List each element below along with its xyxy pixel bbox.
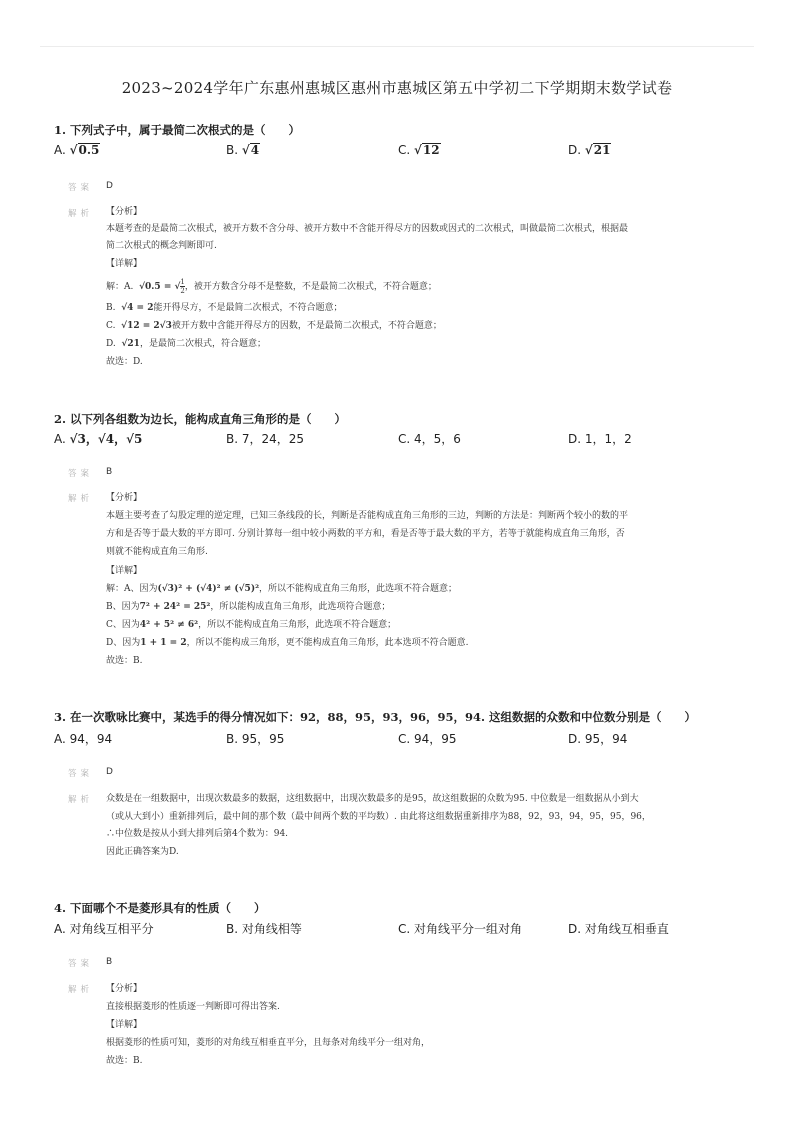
- q4-answer: B: [106, 957, 113, 967]
- q1-line: C. √12 = 2√3被开方数中含能开得尽方的因数，不是最简二次根式，不符合题意；: [106, 321, 442, 331]
- q1-answer-label: 答案: [68, 183, 94, 193]
- q4-line: 直接根据菱形的性质逐一判断即可得出答案.: [106, 1002, 280, 1012]
- q3-line: 众数是在一组数据中，出现次数最多的数据，这组数据中，出现次数最多的是95，故这组数据的众数为95. 中位数是一组数据从小到大: [106, 794, 639, 804]
- q2-option-a: A. √3，√4，√5: [54, 432, 143, 446]
- q4-line: 【详解】: [106, 1020, 143, 1030]
- q4-option-a: A. 对角线互相平分: [54, 922, 154, 936]
- q1-answer: D: [106, 181, 113, 191]
- q1-analysis-label: 解析: [68, 209, 94, 219]
- q4-line: 【分析】: [106, 984, 143, 994]
- q4-option-b: B. 对角线相等: [226, 922, 302, 936]
- q2-option-b: B. 7，24，25: [226, 432, 305, 446]
- q4-option-d: D. 对角线互相垂直: [568, 922, 669, 936]
- q1-line: 解：A. √0.5 = √ $\frac{1}{2}$ ，被开方数含分母不是整数，不是最简二次根式，不符合题意；: [106, 278, 437, 295]
- q3-option-c: C. 94，95: [398, 732, 457, 746]
- q3-line: ∴中位数是按从小到大排列后第4个数为：94.: [106, 829, 289, 839]
- q3-stem: 3. 在一次歌咏比赛中，某选手的得分情况如下：92，88，95，93，96，95，94. 这组数据的众数和中位数分别是（ ）: [54, 710, 697, 724]
- q3-answer-label: 答案: [68, 769, 94, 779]
- q4-line: 故选：B.: [106, 1056, 143, 1066]
- q3-answer: D: [106, 767, 113, 777]
- q4-options: [54, 920, 754, 938]
- q2-line: 则就不能构成直角三角形.: [106, 547, 208, 557]
- page-title: 2023~2024学年广东惠州惠城区惠州市惠城区第五中学初二下学期期末数学试卷: [121, 79, 673, 97]
- q1-line: B. √4 = 2能开得尽方，不是最简二次根式，不符合题意；: [106, 303, 343, 313]
- q2-line: 本题主要考查了勾股定理的逆定理，已知三条线段的长，判断是否能构成直角三角形的三边，判断的方法是：判断两个较小的数的平: [106, 511, 629, 521]
- q2-line: B、因为7² + 24² = 25²，所以能构成直角三角形，此选项符合题意；: [106, 602, 391, 612]
- q3-options: [54, 730, 754, 748]
- q1-line: 故选：D.: [106, 357, 143, 367]
- q4-line: 根据菱形的性质可知，菱形的对角线互相垂直平分，且每条对角线平分一组对角，: [106, 1038, 431, 1048]
- q2-answer: B: [106, 467, 113, 477]
- q2-option-c: C. 4，5，6: [398, 432, 461, 446]
- q3-analysis-label: 解析: [68, 795, 94, 805]
- q1-option-c: C. √12: [398, 143, 440, 157]
- q2-line: D、因为1 + 1 = 2，所以不能构成三角形，更不能构成直角三角形，此本选项不符合题意.: [106, 638, 469, 648]
- q1-option-b: B. √4: [226, 143, 260, 157]
- q3-line: （或从大到小）重新排列后，最中间的那个数（最中间两个数的平均数）. 由此将这组数据重新排序为88，92，93，94，95，95，96，: [106, 812, 651, 822]
- q2-line: 故选：B.: [106, 656, 143, 666]
- q1-line: D. √21，是最简二次根式，符合题意；: [106, 339, 266, 349]
- q4-analysis-label: 解析: [68, 985, 94, 995]
- header-divider: [40, 46, 754, 47]
- q4-option-c: C. 对角线平分一组对角: [398, 922, 523, 936]
- q4-stem: 4. 下面哪个不是菱形具有的性质（ ）: [54, 901, 266, 915]
- q3-option-a: A. 94，94: [54, 732, 113, 746]
- q2-line: C、因为4² + 5² ≠ 6²，所以不能构成直角三角形，此选项不符合题意；: [106, 620, 397, 630]
- q3-option-d: D. 95，94: [568, 732, 628, 746]
- q2-options: [54, 430, 754, 448]
- q2-stem: 2. 以下列各组数为边长，能构成直角三角形的是（ ）: [54, 412, 347, 426]
- q1-options: [54, 143, 754, 161]
- q4-answer-label: 答案: [68, 959, 94, 969]
- q1-line: 简二次根式的概念判断即可.: [106, 241, 217, 251]
- q2-line: 解：A、因为(√3)² + (√4)² ≠ (√5)²，所以不能构成直角三角形，此选项不符合题意；: [106, 584, 458, 594]
- q2-analysis-label: 解析: [68, 494, 94, 504]
- q1-line: 本题考查的是最简二次根式，被开方数不含分母、被开方数中不含能开得尽方的因数或因式的二次根式，叫做最简二次根式，根据最: [106, 224, 629, 234]
- q1-line: 【详解】: [106, 259, 143, 269]
- q1-option-a: A. √0.5: [54, 143, 100, 157]
- q2-line: 方和是否等于最大数的平方即可. 分别计算每一组中较小两数的平方和，看是否等于最大数的平方，若等于就能构成直角三角形，否: [106, 529, 625, 539]
- q2-answer-label: 答案: [68, 469, 94, 479]
- q2-line: 【详解】: [106, 566, 143, 576]
- q2-option-d: D. 1，1，2: [568, 432, 632, 446]
- q3-option-b: B. 95，95: [226, 732, 285, 746]
- q1-line: 【分析】: [106, 207, 143, 217]
- q1-stem: 1. 下列式子中，属于最简二次根式的是（ ）: [54, 123, 301, 137]
- q3-line: 因此正确答案为D.: [106, 847, 179, 857]
- q1-option-d: D. √21: [568, 143, 611, 157]
- q2-line: 【分析】: [106, 493, 143, 503]
